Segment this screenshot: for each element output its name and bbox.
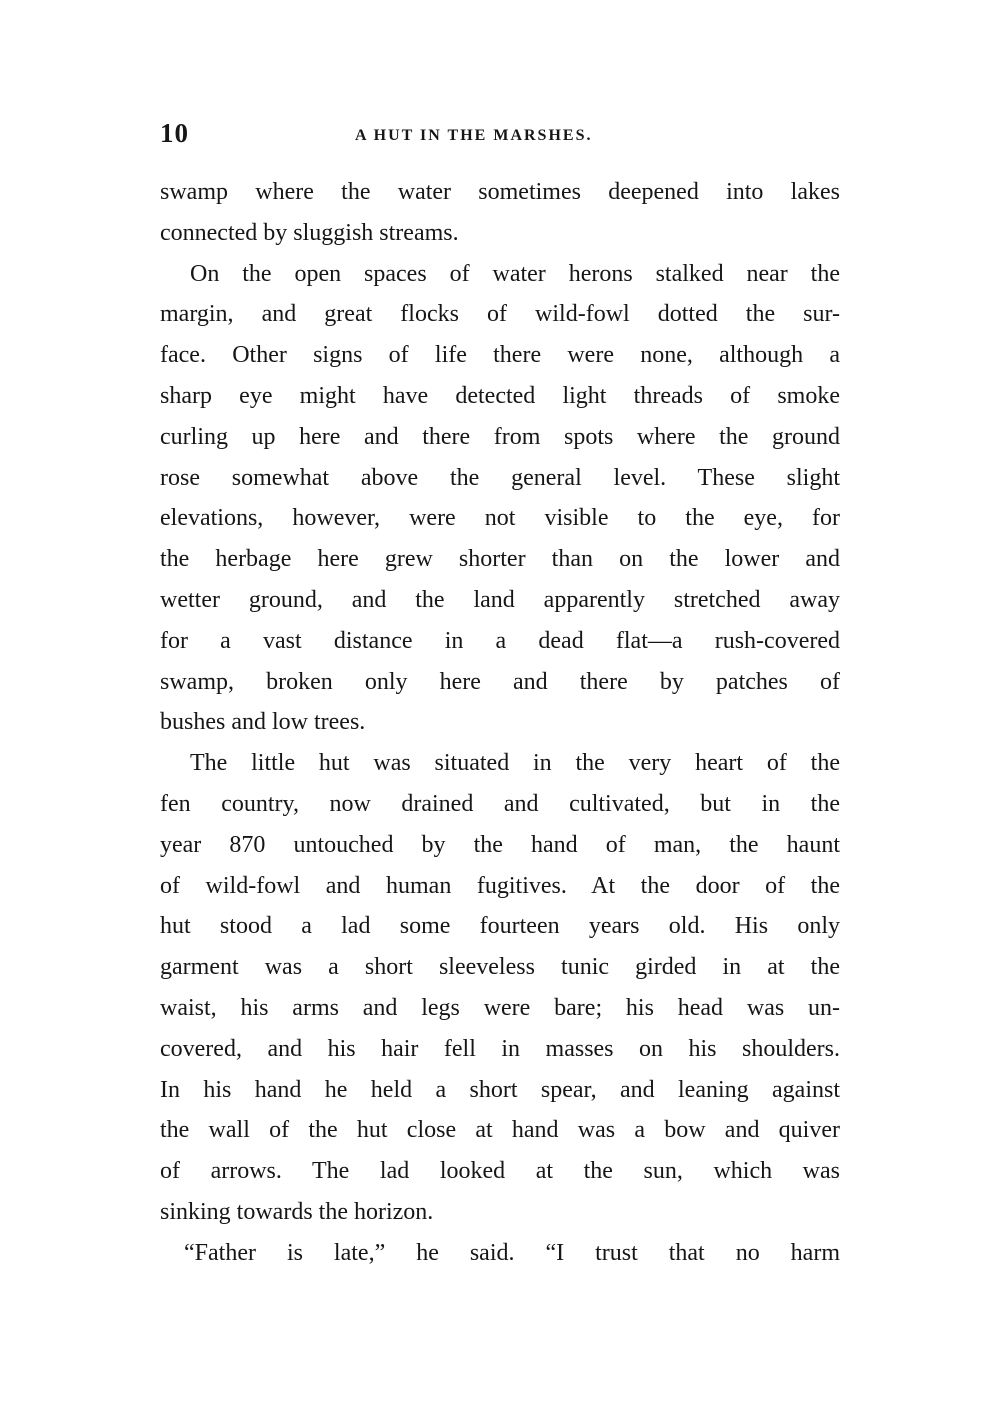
text-line: fen country, now drained and cultivated, but in the bbox=[160, 790, 840, 817]
running-title: A HUT IN THE MARSHES. bbox=[355, 127, 593, 144]
text-line: elevations, however, were not visible to the eye, for bbox=[160, 505, 840, 532]
text-line: bushes and low trees. bbox=[160, 709, 366, 736]
text-line: sinking towards the horizon. bbox=[160, 1198, 434, 1225]
text-line: swamp, broken only here and there by patches of bbox=[160, 668, 840, 695]
text-line: rose somewhat above the general level. These slight bbox=[160, 464, 840, 491]
text-line: wetter ground, and the land apparently stretched away bbox=[160, 586, 840, 613]
text-line: margin, and great flocks of wild-fowl dotted the sur- bbox=[160, 301, 840, 328]
text-line: of arrows. The lad looked at the sun, which was bbox=[160, 1158, 840, 1185]
page-number: 10 bbox=[160, 118, 189, 148]
text-line: covered, and his hair fell in masses on his shoulders. bbox=[160, 1035, 840, 1062]
text-line: curling up here and there from spots where the ground bbox=[160, 423, 840, 450]
text-line: In his hand he held a short spear, and leaning against bbox=[160, 1076, 840, 1103]
running-head bbox=[160, 118, 840, 158]
text-line: sharp eye might have detected light threads of smoke bbox=[160, 382, 840, 409]
text-line: year 870 untouched by the hand of man, the haunt bbox=[160, 831, 840, 858]
text-line: waist, his arms and legs were bare; his head was un- bbox=[160, 994, 840, 1021]
text-line: the herbage here grew shorter than on the lower and bbox=[160, 546, 840, 573]
text-line: “Father is late,” he said. “I trust that no harm bbox=[184, 1239, 840, 1266]
text-line: The little hut was situated in the very heart of the bbox=[190, 750, 840, 777]
text-line: for a vast distance in a dead flat—a rush-covered bbox=[160, 627, 840, 654]
text-line: face. Other signs of life there were none, although a bbox=[160, 342, 840, 369]
text-line: garment was a short sleeveless tunic girded in at the bbox=[160, 954, 840, 981]
text-line: On the open spaces of water herons stalked near the bbox=[190, 260, 840, 287]
text-line: connected by sluggish streams. bbox=[160, 219, 459, 246]
body-text bbox=[160, 172, 840, 1274]
text-line: hut stood a lad some fourteen years old. His only bbox=[160, 913, 840, 940]
text-line: the wall of the hut close at hand was a bow and quiver bbox=[160, 1117, 840, 1144]
text-line: of wild-fowl and human fugitives. At the door of the bbox=[160, 872, 840, 899]
text-line: swamp where the water sometimes deepened into lakes bbox=[160, 179, 840, 205]
